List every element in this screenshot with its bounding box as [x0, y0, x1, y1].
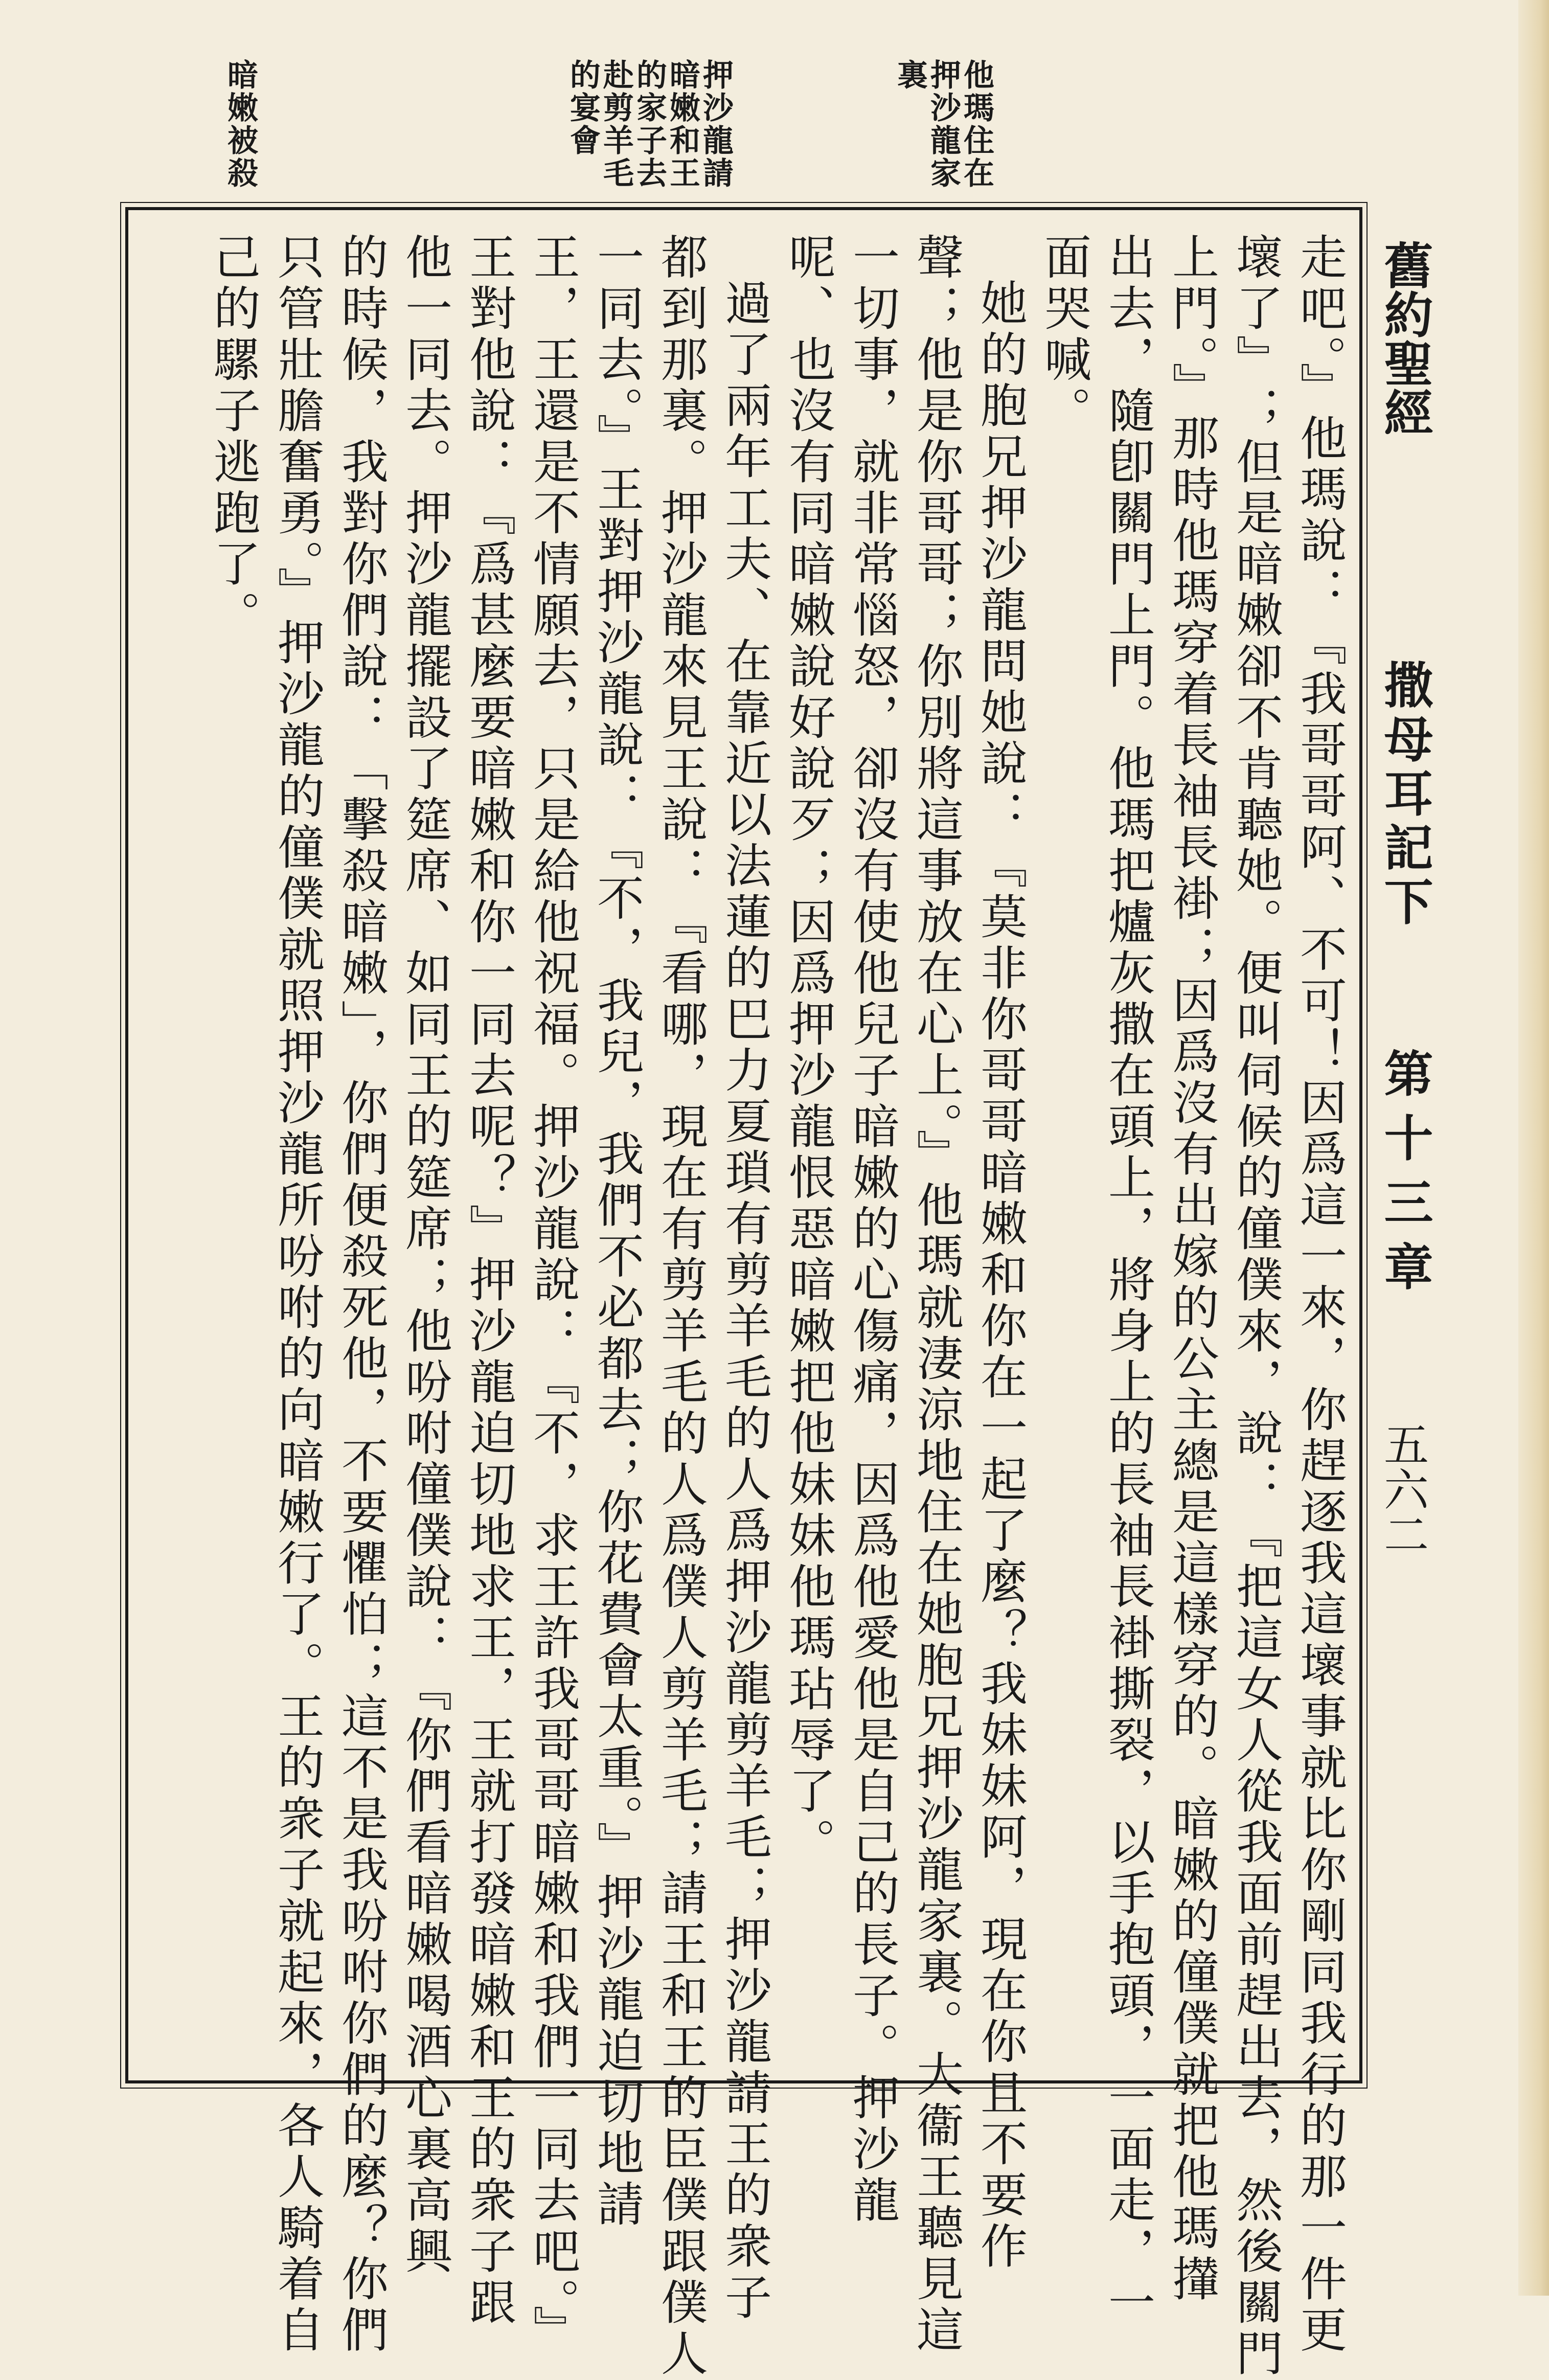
page-edge	[1518, 0, 1549, 2296]
text-column: 面哭喊。	[1037, 233, 1091, 437]
text-column: 聲；他是你哥哥；你別將這事放在心上。』他瑪就淒涼地住在她胞兄押沙龍家裏。大衞王聽見這	[909, 233, 964, 2356]
text-column: 走吧。』他瑪說：『我哥哥阿、不可！因爲這一來，你趕逐我這壞事就比你剛同我行的那一件更	[1292, 233, 1347, 2356]
text-column: 己的騾子逃跑了。	[206, 233, 261, 642]
margin-note-line: 押沙龍家	[925, 59, 961, 190]
text-column: 上門。』那時他瑪穿着長袖長褂；因爲沒有出嫁的公主總是這樣穿的。暗嫩的僮僕就把他瑪攆	[1165, 233, 1219, 2305]
margin-note-line: 他瑪住在	[959, 59, 994, 190]
margin-note-line: 的宴會	[565, 59, 601, 157]
margin-note-line: 裏	[892, 59, 928, 92]
text-column: 他一同去。押沙龍擺設了筵席、如同王的筵席；他吩咐僮僕說：『你們看暗嫩喝酒心裏高興	[398, 233, 452, 2278]
margin-note-line: 赴剪羊毛	[598, 59, 634, 190]
text-column: 只管壯膽奮勇。』押沙龍的僮僕就照押沙龍所吩咐的向暗嫩行了。王的衆子就起來，各人騎着自	[270, 233, 325, 2356]
text-column: 一同去。』王對押沙龍說：『不，我兒，我們不必都去；你花費會太重。』押沙龍迫切地請	[589, 233, 644, 2231]
text-column: 她的胞兄押沙龍問她說：『莫非你哥哥暗嫩和你在一起了麼？我妹妹阿，現在你且不要作	[973, 279, 1028, 2273]
text-column: 出去，隨卽關門上門。他瑪把爐灰撒在頭上，將身上的長袖長褂撕裂，以手抱頭，一面走，一	[1101, 233, 1155, 2329]
text-column: 呢、也沒有同暗嫩說好說歹；因爲押沙龍恨惡暗嫩把他妹妹他瑪玷辱了。	[781, 233, 836, 1869]
page-number: 五六二	[1377, 1421, 1429, 1556]
text-column: 一切事，就非常惱怒，卻沒有使他兒子暗嫩的心傷痛，因爲他愛他是自己的長子。押沙龍	[845, 233, 900, 2227]
margin-note-line: 暗嫩和王	[665, 59, 700, 190]
book-title: 舊約聖經	[1376, 240, 1434, 437]
margin-note-line: 的家子去	[631, 59, 667, 190]
text-column: 過了兩年工夫、在靠近以法蓮的巴力夏瑣有剪羊毛的人爲押沙龍剪羊毛；押沙龍請王的衆子	[717, 279, 772, 2324]
text-column: 的時候，我對你們說：「擊殺暗嫩」，你們便殺死他，不要懼怕；這不是我吩咐你們的麼？你們	[334, 233, 389, 2356]
margin-note-line: 押沙龍請	[698, 59, 734, 190]
text-column: 壞了』；但是暗嫩卻不肯聽她。便叫伺候的僮僕來，說：『把這女人從我面前趕出去，然後關門	[1228, 233, 1283, 2380]
chapter-title: 撒母耳記下	[1376, 660, 1434, 931]
margin-note-line: 暗嫩被殺	[222, 59, 258, 190]
text-column: 王，王還是不情願去，只是給他祝福。押沙龍說：『不，求王許我哥哥暗嫩和我們一同去吧。』	[526, 233, 580, 2356]
text-column: 都到那裏。押沙龍來見王說：『看哪，現在有剪羊毛的人爲僕人剪羊毛；請王和王的臣僕跟僕人	[653, 233, 708, 2380]
text-column: 王對他說：『爲甚麼要暗嫩和你一同去呢？』押沙龍迫切地求王，王就打發暗嫩和王的衆子跟	[462, 233, 516, 2329]
chapter-number: 第十三章	[1376, 1048, 1434, 1306]
